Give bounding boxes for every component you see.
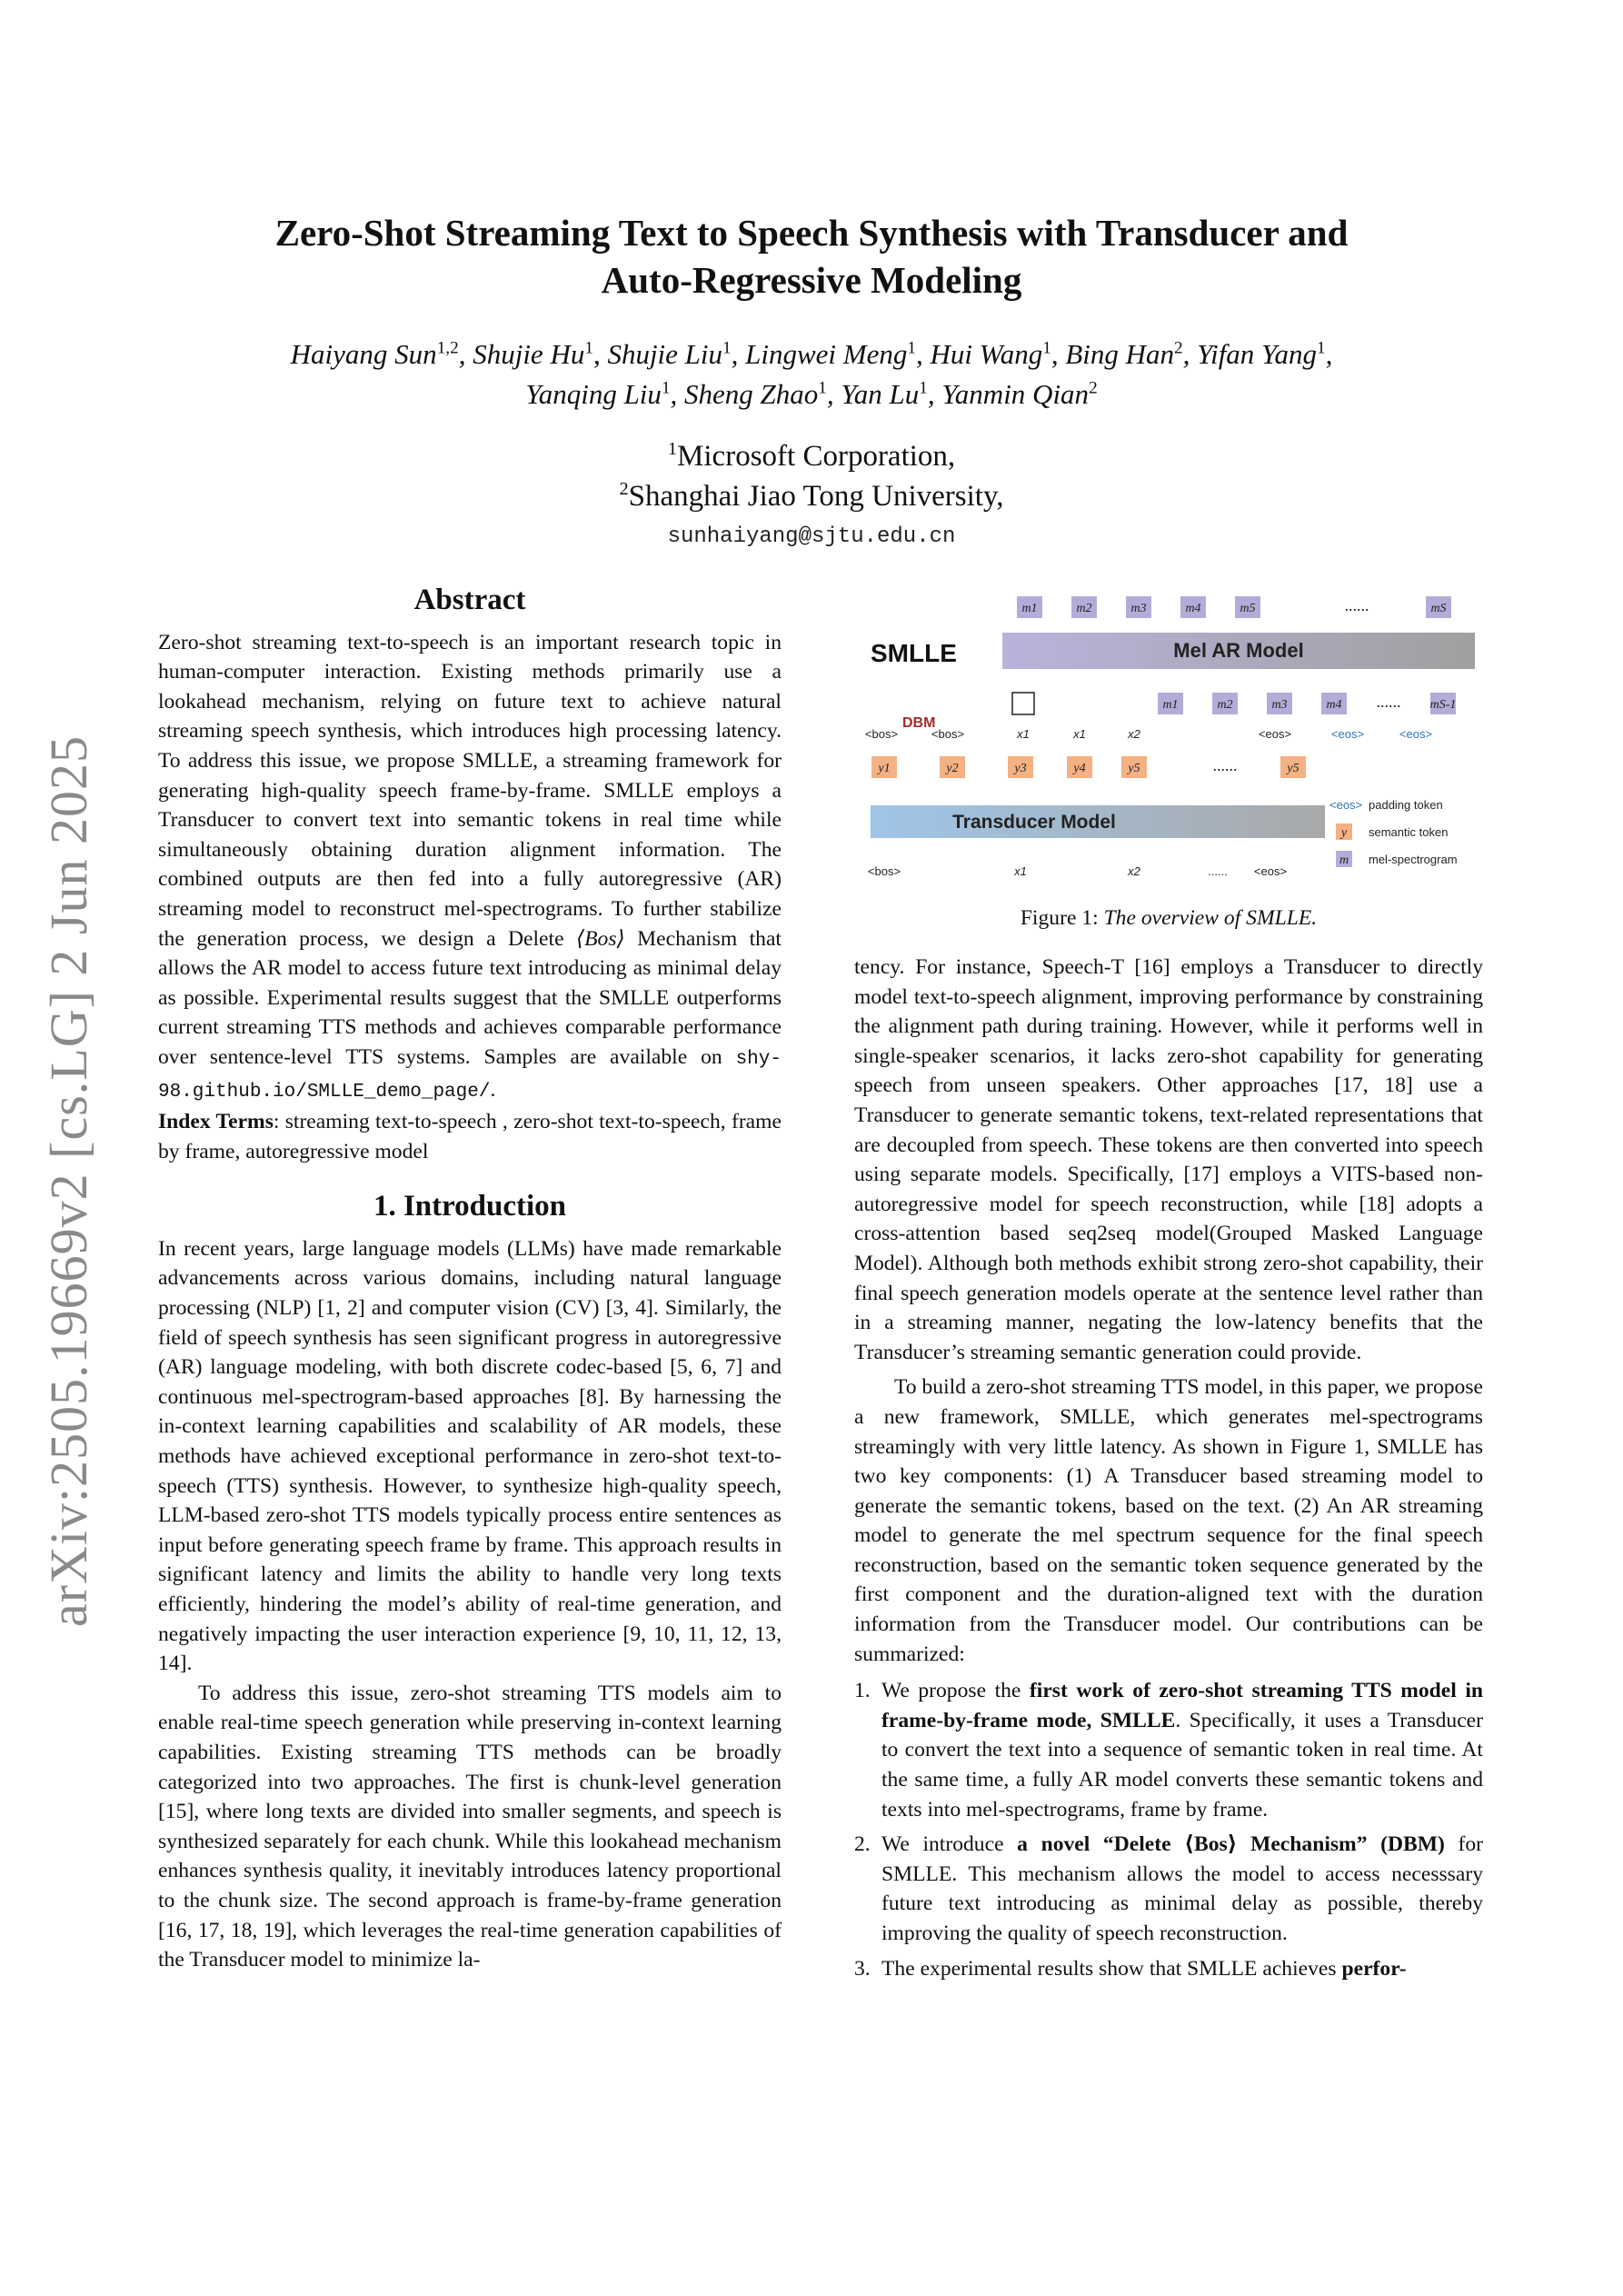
list-item: 1. We propose the first work of zero-shot streaming TTS model in frame-by-frame mode, SMLLE. Specifically, it uses a Transducer to convert the text into a sequence of semantic token in real time. At the same time, a fully AR model converts these semantic tokens and texts into mel-spectrograms, frame by frame. — [854, 1679, 1483, 1822]
semantic-token-row — [871, 756, 1306, 778]
token-label: <eos> — [1258, 727, 1292, 741]
smlle-overview-figure — [861, 589, 1489, 898]
token-label: <eos> — [1399, 727, 1433, 741]
token-label: y2 — [946, 762, 959, 775]
token-label: <bos> — [867, 864, 901, 878]
right-paragraph-2: To build a zero-shot streaming TTS model, in this paper, we propose a new framework, SMLLE, which generates mel-spectrograms streamingly with very little latency. As shown in Figure 1, SMLLE has two key components: (1) A Transducer based streaming model to generate the semantic tokens, based on the text. (2) An AR streaming model to generate the mel spectrum sequence for the final speech reconstruction, based on the semantic token sequence generated by the first component and the duration-aligned text with the duration information from the Transducer model. Our contributions can be summarized: — [854, 1375, 1483, 1666]
input-text-row — [868, 864, 1287, 878]
token-label: x2 — [1128, 864, 1140, 878]
token-label: ...... — [1212, 756, 1238, 774]
token-label: x2 — [1128, 727, 1140, 741]
token-label: m4 — [1185, 602, 1201, 615]
legend-text: mel-spectrogram — [1369, 853, 1458, 866]
author: Sheng Zhao$^1$ — [684, 378, 827, 410]
author: Yifan Yang$^1$ — [1197, 338, 1326, 370]
author-list: Haiyang Sun$^{1,2}$, Shujie Hu$^1$, Shujie Liu$^1$, Lingwei Meng$^1$, Hui Wang$^1$, Bing Han$^2$, Yifan Yang$^1$, Yanqing Liu$^1$, Sheng Zhao$^1$, Yan Lu$^1$, Yanmin Qian$^2$ — [290, 338, 1333, 410]
token-label: m2 — [1076, 602, 1092, 615]
list-item: 2. We introduce a novel “Delete ⟨Bos⟩ Mechanism” (DBM) for SMLLE. This mechanism allows the model to access necesssary future text introducing as minimal delay as possible, thereby improving the quality of speech reconstruction. — [854, 1832, 1483, 1945]
demo-link[interactable]: shy-98.github.io/SMLLE_demo_page/ — [158, 1048, 782, 1103]
author: Shujie Hu$^1$ — [473, 338, 593, 370]
token-label: m1 — [1021, 602, 1038, 615]
figure-legend — [1329, 798, 1458, 867]
author: Bing Han$^2$ — [1065, 338, 1183, 370]
legend-text: semantic token — [1369, 825, 1449, 839]
token-label: y5 — [1287, 762, 1299, 775]
right-paragraph-1: tency. For instance, Speech-T [16] employs a Transducer to directly model text-to-speech alignment, improving performance by constraining the alignment path during training. However, while it performs well in single-speaker scenarios, it lacks zero-shot capability for generating speech from unseen speakers. Other approaches [17, 18] use a Transducer to generate semantic tokens, text-related representations that are decoupled from speech. These tokens are then converted into speech using separate models. Specifically, [17] employs a VITS-based non-autoregressive model for speech reconstruction, while [18] adopts a cross-attention based seq2seq model(Grouped Masked Language Model). Although both methods exhibit strong zero-shot capability, their final speech generation models operate at the sentence level rather than in a streaming manner, negating the low-latency benefits that the Transducer’s streaming semantic generation could provide. — [854, 955, 1483, 1364]
token-label: m3 — [1130, 602, 1147, 615]
author: Yan Lu$^1$ — [841, 378, 928, 410]
token-label: y1 — [878, 762, 891, 775]
figure-caption: Figure 1: The overview of SMLLE. — [1020, 906, 1318, 930]
token-label: mS — [1430, 602, 1447, 615]
intro-paragraph-2: To address this issue, zero-shot streaming TTS models aim to enable real-time speech generation while preserving in-context learning capabilities. Existing streaming TTS methods can be broadly categorized into two approaches. The first is chunk-level generation [15], where long texts are divided into smaller segments, and speech is synthesized separately for each chunk. While this lookahead mechanism enhances synthesis quality, it inevitably introduces latency proportional to the chunk size. The second approach is frame-by-frame generation [16, 17, 18, 19], which leverages the real-time generation capabilities of the Transducer model to minimize la- — [158, 1681, 782, 1972]
left-column — [158, 585, 782, 1975]
token-label: y5 — [1128, 762, 1140, 775]
affiliation: $^2$Shanghai Jiao Tong University, — [619, 479, 1004, 513]
title-line-2: Auto-Regressive Modeling — [601, 259, 1022, 301]
author: Yanmin Qian$^2$ — [941, 378, 1098, 410]
dbm-label: DBM — [902, 715, 936, 731]
arxiv-stamp: arXiv:2505.19669v2 [cs.LG] 2 Jun 2025 — [39, 734, 98, 1627]
token-label: <bos> — [931, 727, 965, 741]
abstract-heading: Abstract — [413, 584, 526, 616]
token-label: m1 — [1162, 698, 1179, 712]
author: Shujie Liu$^1$ — [607, 338, 732, 370]
token-label: ...... — [1376, 693, 1401, 711]
token-label: <eos> — [1330, 727, 1365, 741]
legend-symbol: <eos> — [1329, 798, 1363, 812]
mel-output-tokens — [1017, 596, 1451, 618]
token-label: ...... — [1344, 596, 1369, 614]
token-label: m5 — [1240, 602, 1256, 615]
transducer-label: Transducer Model — [952, 812, 1116, 833]
bos-symbol: ⟨Bos⟩ — [575, 926, 625, 951]
contact-email[interactable]: sunhaiyang@sjtu.edu.cn — [667, 524, 956, 549]
token-label: y4 — [1073, 762, 1086, 775]
legend-text: padding token — [1369, 798, 1443, 812]
author: Haiyang Sun$^{1,2}$ — [290, 338, 459, 370]
contributions-list — [854, 1676, 1483, 1983]
token-label: ...... — [1208, 864, 1228, 878]
intro-heading: 1. Introduction — [373, 1190, 567, 1223]
mel-ar-label: Mel AR Model — [1173, 639, 1304, 662]
affiliation: $^1$Microsoft Corporation, — [667, 439, 956, 473]
paper-title — [154, 209, 1469, 304]
token-label: <bos> — [864, 727, 899, 741]
token-label: <eos> — [1253, 864, 1288, 878]
affiliations — [154, 436, 1469, 516]
author: Lingwei Meng$^1$ — [745, 338, 916, 370]
index-terms-label: Index Terms — [158, 1110, 274, 1134]
token-label: m2 — [1217, 698, 1233, 712]
right-column — [854, 953, 1483, 1989]
mel-input-tokens — [1158, 693, 1456, 714]
legend-symbol: y — [1340, 826, 1348, 840]
smlle-label: SMLLE — [871, 639, 957, 667]
start-frame-box — [1012, 693, 1034, 714]
token-label: x1 — [1073, 727, 1086, 741]
intro-paragraph-1: In recent years, large language models (LLMs) have made remarkable advancements across various domains, including natural language processing (NLP) [1, 2] and computer vision (CV) [3, 4]. Similarly, the field of speech synthesis has seen significant progress in autoregressive (AR) language modeling, with both discrete codec-based [5, 6, 7] and continuous mel-spectrogram-based approaches [8]. By harnessing the in-context learning capabilities and scalability of AR models, these methods have achieved exceptional performance in zero-shot text-to-speech (TTS) synthesis. However, to synthesize high-quality speech, LLM-based zero-shot TTS models typically process entire sentences as input before generating speech frame by frame. This approach results in significant latency and limits the ability to handle very long texts efficiently, hindering the model’s ability of real-time generation, and negatively impacting the user interaction experience [9, 10, 11, 12, 13, 14]. — [158, 1236, 782, 1676]
token-label: x1 — [1017, 727, 1030, 741]
title-line-1: Zero-Shot Streaming Text to Speech Synthesis with Transducer and — [274, 212, 1349, 254]
token-label: m3 — [1271, 698, 1288, 712]
token-label: y3 — [1014, 762, 1027, 775]
legend-symbol: m — [1339, 854, 1349, 867]
token-label: m4 — [1326, 698, 1342, 712]
aligned-text-row — [865, 727, 1432, 741]
abstract-text: Zero-shot streaming text-to-speech is an important research topic in human-computer interaction. Existing methods primarily use a lookahead mechanism, relying on future text to achieve natural streaming speech synthesis, which introduces high processing latency. To address this issue, we propose SMLLE, a streaming framework for generating high-quality speech frame-by-frame. SMLLE employs a Transducer to convert text into semantic tokens in real time while simultaneously obtaining duration alignment information. The combined outputs are then fed into a fully autoregressive (AR) streaming model to reconstruct mel-spectrograms. To further stabilize the generation process, we design a Delete ⟨Bos⟩ Mechanism that allows the AR model to access future text introducing as minimal delay as possible. Experimental results suggest that the SMLLE outperforms current streaming TTS methods and achieves comparable performance over sentence-level TTS systems. Samples are available on shy-98.github.io/SMLLE_demo_page/. Index Terms: streaming text-to-speech , zero-shot text-to-speech, frame by frame, autoregressive model — [158, 630, 782, 1163]
author: Hui Wang$^1$ — [930, 338, 1051, 370]
author: Yanqing Liu$^1$ — [525, 378, 671, 410]
index-terms: : streaming text-to-speech , zero-shot text-to-speech, frame by frame, autoregressive model — [158, 1110, 782, 1163]
token-label: mS-1 — [1429, 698, 1457, 712]
token-label: x1 — [1014, 864, 1027, 878]
list-item: 3. The experimental results show that SMLLE achieves perfor- — [854, 1956, 1407, 1981]
